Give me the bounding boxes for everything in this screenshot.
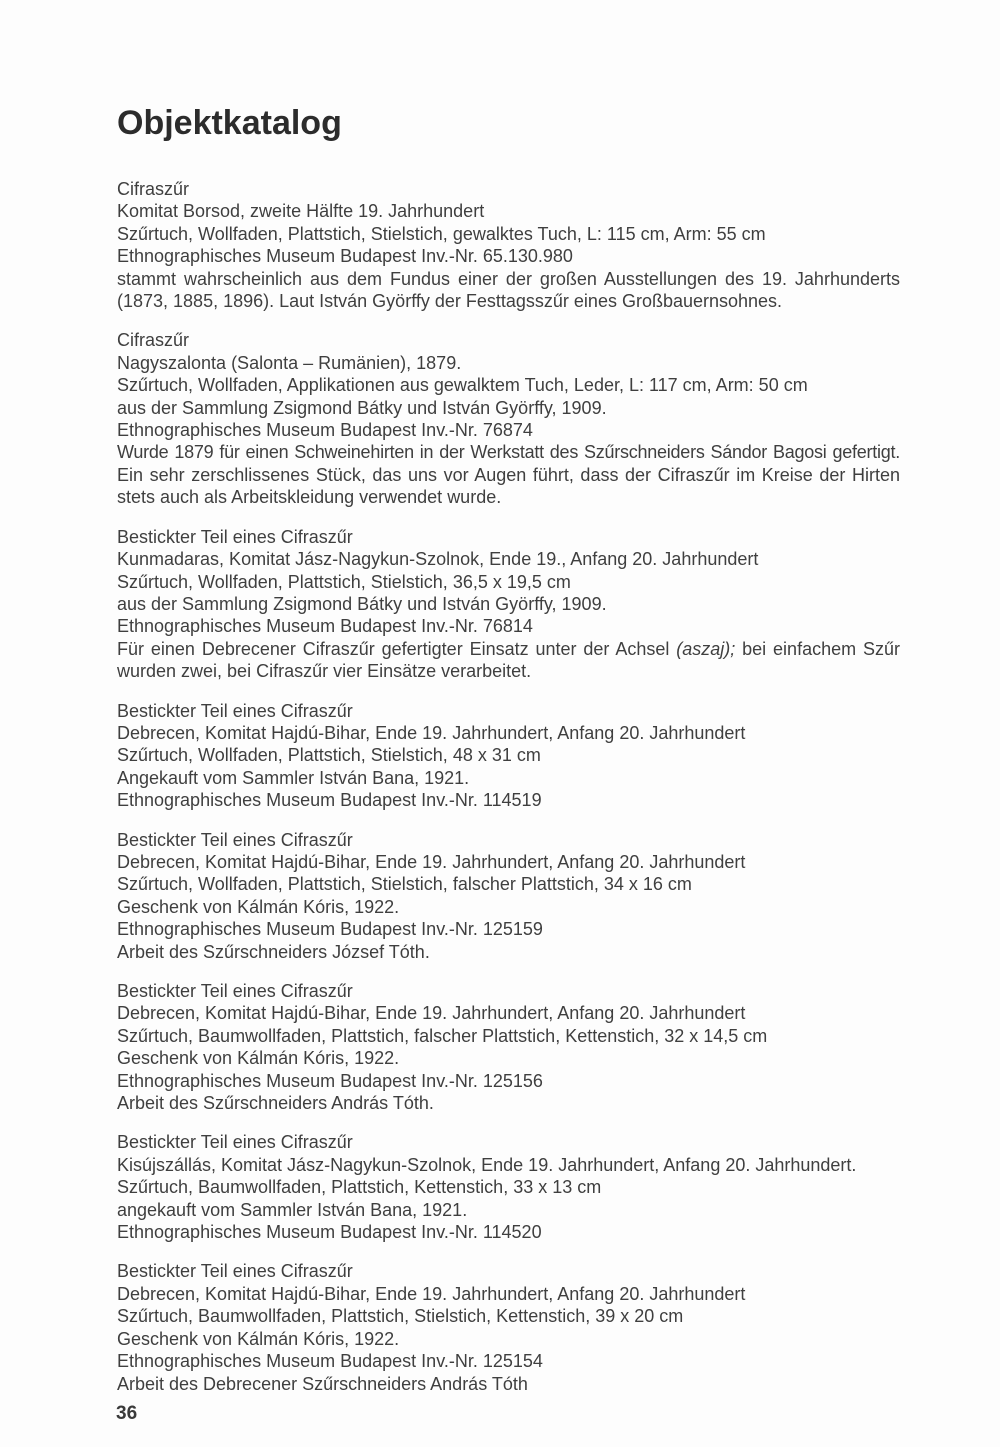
catalog-entry: [117, 178, 900, 312]
entry-note-line: [117, 660, 900, 682]
catalog-entry: [117, 1131, 900, 1243]
entry-line: Ethnographisches Museum Budapest Inv.-Nr. 76874: [117, 420, 533, 441]
entry-line: Ethnographisches Museum Budapest Inv.-Nr. 125159: [117, 919, 543, 940]
page-content: [117, 106, 900, 1412]
entry-line: Arbeit des Szűrschneiders József Tóth.: [117, 941, 430, 962]
entry-line: Debrecen, Komitat Hajdú-Bihar, Ende 19. Jahrhundert, Anfang 20. Jahrhundert: [117, 1003, 746, 1024]
catalog-entry: [117, 700, 900, 812]
page-number: 36: [116, 1403, 138, 1424]
entry-note-text: Wurde 1879 für einen Schweinehirten in der Werkstatt des Szűrschneiders Sándor Bagosi gefertigt.: [117, 442, 900, 463]
entry-line: Szűrtuch, Baumwollfaden, Plattstich, Kettenstich, 33 x 13 cm: [117, 1177, 602, 1198]
entry-line: Ethnographisches Museum Budapest Inv.-Nr. 114519: [117, 790, 542, 811]
entry-line: Kisújszállás, Komitat Jász-Nagykun-Szolnok, Ende 19. Jahrhundert, Anfang 20. Jahrhundert.: [117, 1154, 857, 1175]
entry-object-title: Bestickter Teil eines Cifraszűr: [117, 526, 353, 547]
entry-line: Ethnographisches Museum Budapest Inv.-Nr. 65.130.980: [117, 246, 573, 267]
entry-object-title: Bestickter Teil eines Cifraszűr: [117, 1132, 353, 1153]
entry-note-text: stammt wahrscheinlich aus dem Fundus einer der großen Ausstellungen des 19. Jahrhunderts: [117, 268, 900, 289]
entry-line: Kunmadaras, Komitat Jász-Nagykun-Szolnok, Ende 19., Anfang 20. Jahrhundert: [117, 549, 759, 570]
entry-object-title: Cifraszűr: [117, 179, 190, 199]
page-title: Objektkatalog: [117, 104, 342, 142]
catalog-entry: [117, 1260, 900, 1394]
entry-line: Arbeit des Debrecener Szűrschneiders András Tóth: [117, 1373, 528, 1394]
entry-line: Szűrtuch, Wollfaden, Plattstich, Stielstich, 48 x 31 cm: [117, 745, 541, 766]
entry-line: Debrecen, Komitat Hajdú-Bihar, Ende 19. Jahrhundert, Anfang 20. Jahrhundert: [117, 851, 746, 872]
entry-note-text: wurden zwei, bei Cifraszűr vier Einsätze verarbeitet.: [117, 661, 532, 682]
catalog-entry: [117, 526, 900, 683]
entry-line: Debrecen, Komitat Hajdú-Bihar, Ende 19. Jahrhundert, Anfang 20. Jahrhundert: [117, 1283, 746, 1304]
entry-note-line: [117, 464, 900, 486]
entry-object-title: Bestickter Teil eines Cifraszűr: [117, 829, 353, 850]
entry-note-line: [117, 268, 900, 290]
entry-note-text: Für einen Debrecener Cifraszűr gefertigter Einsatz unter der Achsel: [117, 638, 677, 659]
entry-line: Szűrtuch, Baumwollfaden, Plattstich, falscher Plattstich, Kettenstich, 32 x 14,5 cm: [117, 1025, 768, 1046]
entry-line: Arbeit des Szűrschneiders András Tóth.: [117, 1093, 434, 1114]
catalog-entries: [117, 178, 900, 1395]
entry-object-title: Cifraszűr: [117, 330, 190, 351]
entry-note-text: stets auch als Arbeitskleidung verwendet wurde.: [117, 487, 502, 508]
entry-line: angekauft vom Sammler István Bana, 1921.: [117, 1199, 468, 1220]
entry-line: aus der Sammlung Zsigmond Bátky und István Györffy, 1909.: [117, 593, 607, 614]
catalog-entry: [117, 329, 900, 508]
entry-line: Geschenk von Kálmán Kóris, 1922.: [117, 1048, 400, 1069]
entry-line: Ethnographisches Museum Budapest Inv.-Nr. 125154: [117, 1351, 543, 1372]
entry-line: Szűrtuch, Wollfaden, Applikationen aus gewalktem Tuch, Leder, L: 117 cm, Arm: 50 cm: [117, 375, 808, 396]
catalog-entry: [117, 980, 900, 1114]
entry-note-text: Ein sehr zerschlissenes Stück, das uns vor Augen führt, dass der Cifraszűr im Kreise der Hirten: [117, 464, 900, 485]
entry-line: Geschenk von Kálmán Kóris, 1922.: [117, 896, 400, 917]
entry-line: Szűrtuch, Wollfaden, Plattstich, Stielstich, 36,5 x 19,5 cm: [117, 571, 571, 592]
entry-object-title: Bestickter Teil eines Cifraszűr: [117, 981, 353, 1001]
entry-line: Angekauft vom Sammler István Bana, 1921.: [117, 767, 470, 788]
entry-object-title: Bestickter Teil eines Cifraszűr: [117, 1261, 353, 1282]
entry-line: Komitat Borsod, zweite Hälfte 19. Jahrhundert: [117, 201, 485, 222]
entry-line: Nagyszalonta (Salonta – Rumänien), 1879.: [117, 352, 462, 373]
entry-line: Szűrtuch, Baumwollfaden, Plattstich, Stielstich, Kettenstich, 39 x 20 cm: [117, 1306, 684, 1327]
entry-line: aus der Sammlung Zsigmond Bátky und István Györffy, 1909.: [117, 397, 607, 418]
entry-line: Ethnographisches Museum Budapest Inv.-Nr. 125156: [117, 1070, 543, 1091]
entry-note-line: [117, 290, 900, 312]
entry-line: Geschenk von Kálmán Kóris, 1922.: [117, 1328, 400, 1349]
entry-object-title: Bestickter Teil eines Cifraszűr: [117, 700, 353, 721]
entry-note-text: bei einfachem Szűr: [735, 638, 900, 659]
entry-line: Ethnographisches Museum Budapest Inv.-Nr. 76814: [117, 616, 533, 637]
entry-note-line: [117, 486, 900, 508]
entry-line: Debrecen, Komitat Hajdú-Bihar, Ende 19. Jahrhundert, Anfang 20. Jahrhundert: [117, 722, 746, 743]
entry-note-text: (1873, 1885, 1896). Laut István Györffy der Festtagsszűr eines Großbauernsohnes.: [117, 291, 783, 312]
entry-note-italic-text: (aszaj);: [676, 638, 736, 659]
entry-line: Szűrtuch, Wollfaden, Plattstich, Stielstich, gewalktes Tuch, L: 115 cm, Arm: 55 cm: [117, 223, 766, 244]
entry-line: Szűrtuch, Wollfaden, Plattstich, Stielstich, falscher Plattstich, 34 x 16 cm: [117, 874, 692, 895]
entry-line: Ethnographisches Museum Budapest Inv.-Nr. 114520: [117, 1222, 542, 1243]
entry-note-line: [117, 638, 900, 660]
entry-note-line: [117, 441, 900, 463]
catalog-entry: [117, 829, 900, 963]
